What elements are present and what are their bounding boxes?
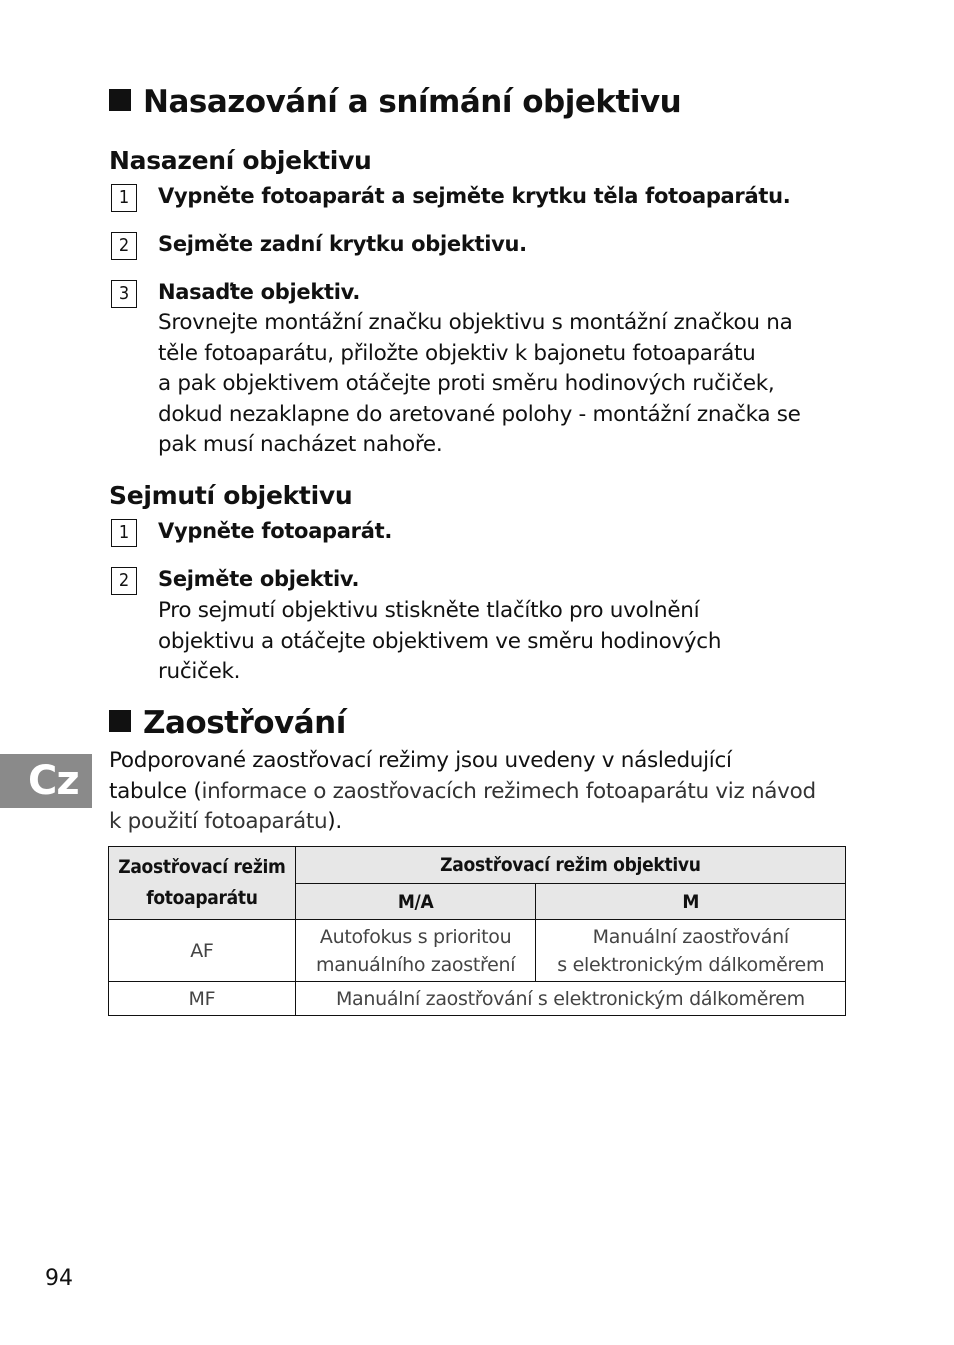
table-row <box>109 982 846 1016</box>
step-text: Sejměte zadní krytku objektivu. <box>158 232 527 256</box>
col-header-m: M <box>536 884 846 920</box>
step-number: 2 <box>111 567 137 595</box>
camera-mode-header: Zaostřovací režim fotoaparátu <box>109 847 296 920</box>
step-number: 2 <box>111 232 137 260</box>
step-description: Pro sejmutí objektivu stiskněte tlačítko pro uvolnění objektivu a otáčejte objektivem ve směru hodinových ručiček. <box>158 598 722 684</box>
table-cell: MF <box>109 982 296 1016</box>
step-number: 3 <box>111 280 137 308</box>
square-bullet-icon <box>109 89 131 111</box>
step-text: Nasaďte objektiv. <box>158 280 360 304</box>
step-text: Sejměte objektiv. <box>158 567 360 591</box>
language-tab: Cz <box>0 754 92 808</box>
focus-mode-table <box>108 846 846 1016</box>
step-number: 1 <box>111 184 137 212</box>
section-title-focusing: Zaostřování <box>109 705 346 741</box>
subheading-remove: Sejmutí objektivu <box>109 481 353 510</box>
table-cell: Manuální zaostřování s elektronickým dálkoměrem <box>295 982 845 1016</box>
table-cell: Manuální zaostřování s elektronickým dálkoměrem <box>536 920 846 982</box>
lens-mode-header: Zaostřovací režim objektivu <box>295 847 845 884</box>
page-number: 94 <box>45 1266 73 1291</box>
step-description: Srovnejte montážní značku objektivu s montážní značkou na těle fotoaparátu, přiložte objektiv k bajonetu fotoaparátu a pak objektivem otáčejte proti směru hodinových ručiček, dokud nezaklapne do aretované polohy - montážní značka se pak musí nacházet nahoře. <box>158 310 801 457</box>
step-number: 1 <box>111 519 137 547</box>
table-row <box>109 920 846 982</box>
focus-intro: Podporované zaostřovací režimy jsou uvedeny v následující tabulce (informace o zaostřovacích režimech fotoaparátu viz návod k použití fotoaparátu). <box>109 748 816 834</box>
step-text: Vypněte fotoaparát. <box>158 519 393 543</box>
step-text: Vypněte fotoaparát a sejměte krytku těla fotoaparátu. <box>158 184 791 208</box>
table-cell: AF <box>109 920 296 982</box>
section-title-mounting: Nasazování a snímání objektivu <box>109 84 681 120</box>
square-bullet-icon <box>109 710 131 732</box>
subheading-mount: Nasazení objektivu <box>109 146 372 175</box>
col-header-ma: M/A <box>295 884 536 920</box>
table-cell: Autofokus s prioritou manuálního zaostření <box>295 920 536 982</box>
